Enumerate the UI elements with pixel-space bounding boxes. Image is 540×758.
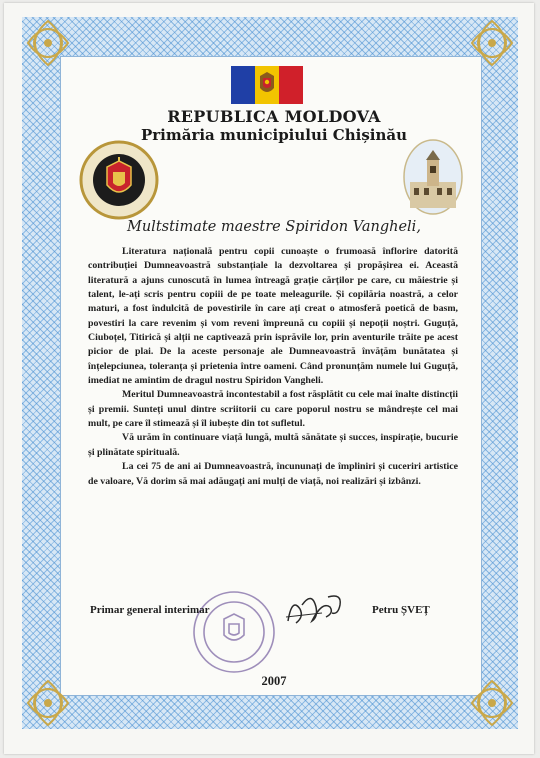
diploma-sheet <box>4 3 534 754</box>
official-stamp-icon <box>191 589 277 675</box>
letter-body <box>88 245 458 489</box>
paragraph: Meritul Dumneavoastră incontestabil a fost răsplătit cu cele mai înalte distincții și premii. Sunteți unul dintre scriitorii cu care poporul nostru se mândrește cel mai mult, pe care îl stimează și îl iubește din tot sufletul. <box>88 389 458 430</box>
corner-ornament-icon <box>464 15 520 71</box>
signatory-name: Petru ȘVEȚ <box>372 604 430 616</box>
country-title: REPUBLICA MOLDOVA <box>167 107 381 126</box>
institution-title: Primăria municipiului Chișinău <box>140 126 408 144</box>
city-seal-icon <box>78 139 160 221</box>
signatory-title: Primar general interimar <box>90 604 210 616</box>
city-hall-image <box>402 138 464 216</box>
flag-stripe-blue <box>231 66 255 104</box>
salutation: Multstimate maestre Spiridon Vangheli, <box>127 219 421 235</box>
document-year: 2007 <box>261 674 287 688</box>
flag-stripe-red <box>279 66 303 104</box>
paragraph: Vă urăm în continuare viață lungă, multă sănătate și succes, inspirație, bucurie și plinătate spirituală. <box>88 432 458 458</box>
moldova-flag-icon <box>231 66 303 104</box>
coat-of-arms-icon <box>255 66 279 104</box>
handwritten-signature <box>282 587 350 629</box>
paragraph: La cei 75 de ani ai Dumneavoastră, încununați de împliniri și cuceriri artistice de valoare, Vă dorim să mai adăugați ani mulți de viață, noi realizări și izbânzi. <box>88 461 458 487</box>
flag-stripe-yellow <box>255 66 279 104</box>
corner-ornament-icon <box>20 15 76 71</box>
paragraph: Literatura națională pentru copii cunoaște o frumoasă înflorire datorită contribuției Dumneavoastră substanțiale la dezvoltarea și propășirea ei. Această literatură a ajuns cunoscută în lumea întreagă grație cărților pe care, cu măiestrie și talent, le-ați scris pentru copiii de pe toate meleagurile. Și copilăria noastră, a celor maturi, a fost îndulcită de povestirile în care ați creat o atmosferă poetică de basm, povestiri la care revenim și vom reveni împreună cu copiii și nepoții noștri. Guguță, Ciuboțel, Titirică și alții ne captivează prin isprăvile lor, prin aventurile trăite pe acest picior de plai. De la aceste personaje ale Dumneavoastră învățăm bunătatea și înțelepciunea, toleranța și prietenia între oameni. Când pronunțăm numele lui Guguță, imediat ne amintim de dragul nostru Spiridon Vangheli. <box>88 246 458 387</box>
